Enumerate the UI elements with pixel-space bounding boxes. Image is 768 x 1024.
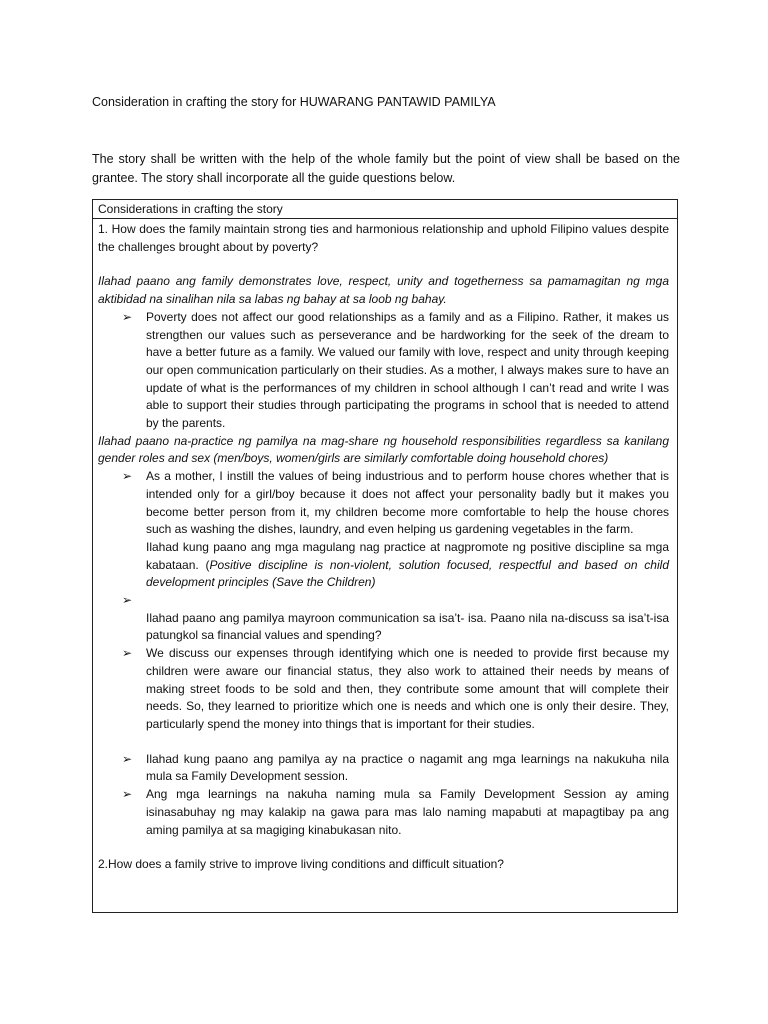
prompt-4-row	[98, 610, 669, 645]
arrow-bullet-icon: ➢	[122, 309, 133, 324]
bullet-answer-5	[98, 786, 669, 839]
considerations-box	[92, 199, 678, 913]
answer-4: We discuss our expenses through identifying which one is needed to provide first because my children were aware our financial status, they also work to attained their needs by means of making street foods to be sold and then, they contribute some amount that will complete their needs. So, they learned to prioritize which one is needs and which one is only their desire. They, particularly spend the money into things that is important for their studies.	[146, 646, 669, 731]
box-body	[93, 219, 677, 874]
bullet-empty	[98, 592, 669, 610]
prompt-2: Ilahad paano na-practice ng pamilya na mag-share ng household responsibilities regardless sa kanilang gender roles and sex (men/boys, women/girls are similarly comfortable doing household chores)	[98, 433, 669, 466]
intro-paragraph: The story shall be written with the help of the whole family but the point of view shall be based on the grantee. The story shall incorporate all the guide questions below.	[92, 152, 680, 185]
answer-2: As a mother, I instill the values of being industrious and to perform house chores whether that is intended only for a girl/boy because it does not affect your personality badly but it makes you become better person from it, my children become more comfortable to help the house chores such as washing the dishes, laundry, and even helping us gardening vegetables in the farm.	[146, 469, 669, 537]
prompt-3	[146, 539, 669, 592]
box-header: Considerations in crafting the story	[93, 200, 677, 219]
prompt-3-italic: Positive discipline is non-violent, solution focused, respectful and based on child development principles (Save the Children)	[146, 557, 669, 590]
bullet-prompt-5	[98, 751, 669, 786]
arrow-bullet-icon: ➢	[122, 593, 133, 608]
prompt-3-text: Ilahad kung paano ang mga magulang nag practice at nagpromote ng positive discipline sa mga kabataan. (	[146, 539, 669, 572]
arrow-bullet-icon: ➢	[122, 646, 133, 661]
answer-5: Ang mga learnings na nakuha naming mula sa Family Development Session ay aming isinasabuhay ng may kalakip na gawa para mas lalo naming mapabuti at mapagtibay pa ang aming pamilya at sa magiging kinabukasan nito.	[146, 787, 669, 837]
bullet-answer-4	[98, 645, 669, 734]
question-1: 1. How does the family maintain strong ties and harmonious relationship and uphold Filipino values despite the challenges brought about by poverty?	[98, 222, 669, 254]
bullet-answer-2	[98, 468, 669, 592]
arrow-bullet-icon: ➢	[122, 751, 133, 766]
bullet-answer-1	[98, 309, 669, 433]
question-2: 2.How does a family strive to improve living conditions and difficult situation?	[98, 857, 504, 872]
document-title: Consideration in crafting the story for HUWARANG PANTAWID PAMILYA	[92, 95, 496, 109]
answer-1: Poverty does not affect our good relationships as a family and as a Filipino. Rather, it makes us strengthen our values such as perseverance and be hardworking for the seek of the dream to have a better future as a family. We valued our family with love, respect and unity through keeping our open communication particularly on their studies. As a mother, I always makes sure to have an update of what is the performances of my children in school although I can’t read and write I was able to support their studies through participating the programs in school that is needed to attend by the parents.	[146, 309, 669, 431]
prompt-5: Ilahad kung paano ang pamilya ay na practice o nagamit ang mga learnings na nakukuha nila mula sa Family Development session.	[146, 751, 669, 784]
arrow-bullet-icon: ➢	[122, 787, 133, 802]
prompt-4: Ilahad paano ang pamilya mayroon communication sa isa’t- isa. Paano nila na-discuss sa isa’t-isa patungkol sa financial values and spending?	[146, 610, 669, 643]
prompt-1: Ilahad paano ang family demonstrates love, respect, unity and togetherness sa pamamagitan ng mga aktibidad na sinalihan nila sa labas ng bahay at sa loob ng bahay.	[98, 274, 669, 307]
arrow-bullet-icon: ➢	[122, 469, 133, 484]
